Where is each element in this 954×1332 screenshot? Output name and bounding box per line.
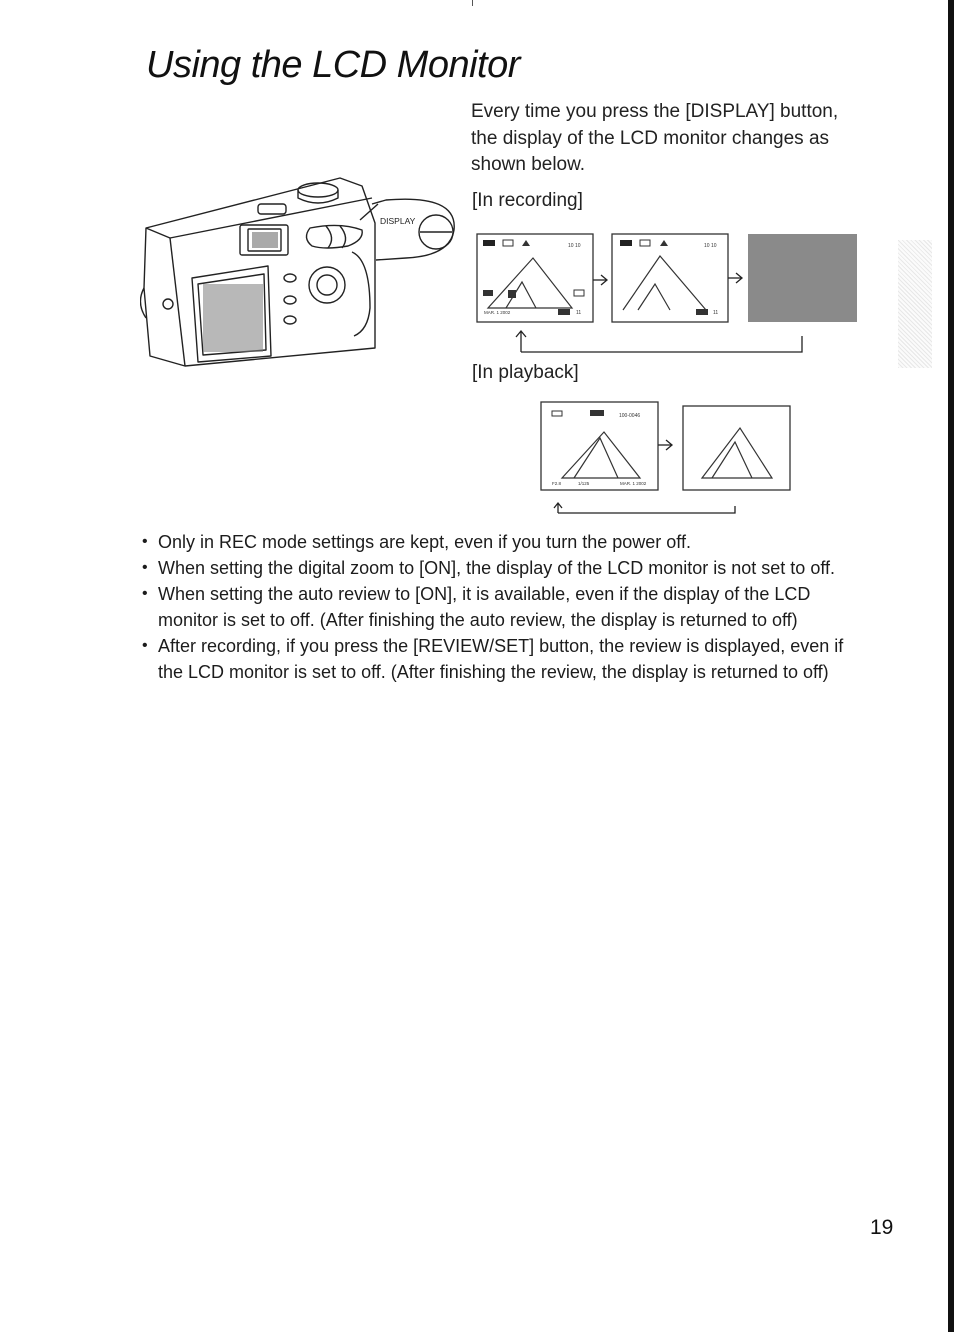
note-item: • When setting the auto review to [ON], it is available, even if the display of the LCD monitor is set to off. (After finishing the auto review, the display is returned to off) <box>142 584 811 630</box>
rec2-counter: 10 10 <box>704 243 717 249</box>
page-number: 19 <box>870 1216 894 1239</box>
return-arrow-icon <box>554 503 735 513</box>
arrow-right-icon <box>728 273 742 283</box>
play1-aperture: F2.8 <box>552 481 562 486</box>
note-item: • Only in REC mode settings are kept, even if you turn the power off. <box>142 532 691 552</box>
recording-display-diagram <box>470 228 870 358</box>
page-edge-border <box>948 0 954 1332</box>
note-item: • When setting the digital zoom to [ON], the display of the LCD monitor is not set to off. <box>142 558 836 578</box>
page-title: Using the LCD Monitor <box>146 44 520 86</box>
in-recording-label: [In recording] <box>472 190 583 211</box>
arrow-right-icon <box>593 275 607 285</box>
play1-shutter: 1/125 <box>578 481 590 486</box>
rec-screen-off <box>748 234 857 322</box>
rec1-date: MAR. 1 2002 <box>484 310 511 315</box>
playback-display-diagram <box>530 398 800 523</box>
arrow-right-icon <box>658 440 672 450</box>
rec1-counter: 10 10 <box>568 243 581 249</box>
camera-illustration <box>140 168 460 373</box>
rec1-count: 11 <box>576 310 582 316</box>
notes-list <box>142 529 867 685</box>
play-screen-image-only <box>683 406 790 490</box>
crop-mark <box>472 0 473 6</box>
section-tab <box>898 240 932 368</box>
rec2-count: 11 <box>713 310 719 316</box>
play-screen-full-info <box>541 402 658 490</box>
note-item: • After recording, if you press the [REVIEW/SET] button, the review is displayed, even if the LCD monitor is set to off. (After finishing the review, the display is returned to off) <box>142 636 844 682</box>
rec-screen-full-info <box>477 234 593 322</box>
display-button-label: DISPLAY <box>380 216 416 226</box>
rec-screen-reduced-info <box>612 234 728 322</box>
play1-file-number: 100-0046 <box>619 413 641 419</box>
intro-paragraph: Every time you press the [DISPLAY] button, the display of the LCD monitor changes as shown below. <box>471 101 839 175</box>
play1-date: MAR. 1 2002 <box>620 481 647 486</box>
return-arrow-icon <box>516 331 802 352</box>
in-playback-label: [In playback] <box>472 362 579 383</box>
